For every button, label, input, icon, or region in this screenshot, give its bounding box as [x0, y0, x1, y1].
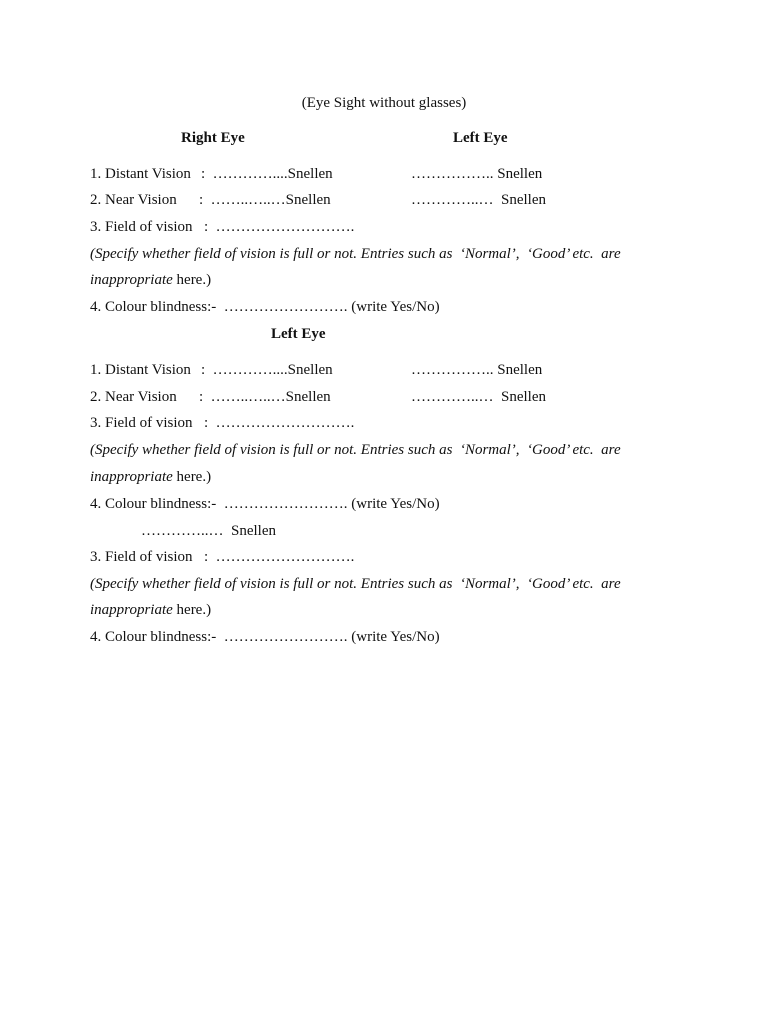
distant-vision-right-field[interactable]: : …………....Snellen — [201, 166, 333, 182]
near-vision-label-2: 2. Near Vision — [90, 389, 177, 405]
colour-blindness-row-3[interactable]: 4. Colour blindness:- ……………………. (write Yes/No) — [90, 629, 440, 645]
heading-left-eye: Left Eye — [453, 130, 508, 146]
distant-vision-left-field-2[interactable]: …………….. Snellen — [411, 362, 543, 378]
field-of-vision-field-3[interactable]: : ………………………. — [204, 549, 355, 565]
field-of-vision-field-2[interactable]: : ………………………. — [204, 415, 355, 431]
near-vision-left-field-2[interactable]: …………..… Snellen — [411, 389, 546, 405]
distant-vision-right-field-2[interactable]: : …………....Snellen — [201, 362, 333, 378]
distant-vision-label-2: 1. Distant Vision — [90, 362, 191, 378]
distant-vision-left-field[interactable]: …………….. Snellen — [411, 166, 543, 182]
near-vision-left-field[interactable]: …………..… Snellen — [411, 192, 546, 208]
heading-right-eye: Right Eye — [181, 130, 245, 146]
field-note-line1-2: (Specify whether field of vision is full or not. Entries such as ‘Normal’, ‘Good’ etc. are — [90, 442, 621, 458]
field-of-vision-field[interactable]: : ………………………. — [204, 219, 355, 235]
colour-blindness-row-2[interactable]: 4. Colour blindness:- ……………………. (write Yes/No) — [90, 496, 440, 512]
near-snellen-field-3[interactable]: …………..… Snellen — [141, 523, 276, 539]
field-note-line2-italic-3: inappropriate — [90, 602, 173, 618]
heading-left-eye-2: Left Eye — [271, 326, 326, 342]
near-vision-label: 2. Near Vision — [90, 192, 177, 208]
field-note-line2-italic-2: inappropriate — [90, 469, 173, 485]
field-note-line2-rest-2: here.) — [172, 469, 212, 485]
distant-vision-label: 1. Distant Vision — [90, 166, 191, 182]
field-of-vision-label-3: 3. Field of vision — [90, 549, 193, 565]
field-note-line1: (Specify whether field of vision is full or not. Entries such as ‘Normal’, ‘Good’ etc. are — [90, 246, 621, 262]
field-note-line2-rest: here.) — [172, 272, 212, 288]
field-note-line2-italic: inappropriate — [90, 272, 173, 288]
near-vision-right-field[interactable]: : ……..…..…Snellen — [199, 192, 331, 208]
near-vision-right-field-2[interactable]: : ……..…..…Snellen — [199, 389, 331, 405]
field-note-line2-rest-3: here.) — [172, 602, 212, 618]
field-of-vision-label-2: 3. Field of vision — [90, 415, 193, 431]
field-note-line2-3 — [90, 601, 211, 619]
colour-blindness-row[interactable]: 4. Colour blindness:- ……………………. (write Yes/No) — [90, 299, 440, 315]
field-note-line1-3: (Specify whether field of vision is full or not. Entries such as ‘Normal’, ‘Good’ etc. are — [90, 576, 621, 592]
field-of-vision-label: 3. Field of vision — [90, 219, 193, 235]
field-note-line2 — [90, 271, 211, 289]
page-title: (Eye Sight without glasses) — [301, 95, 467, 111]
field-note-line2-2 — [90, 468, 211, 486]
